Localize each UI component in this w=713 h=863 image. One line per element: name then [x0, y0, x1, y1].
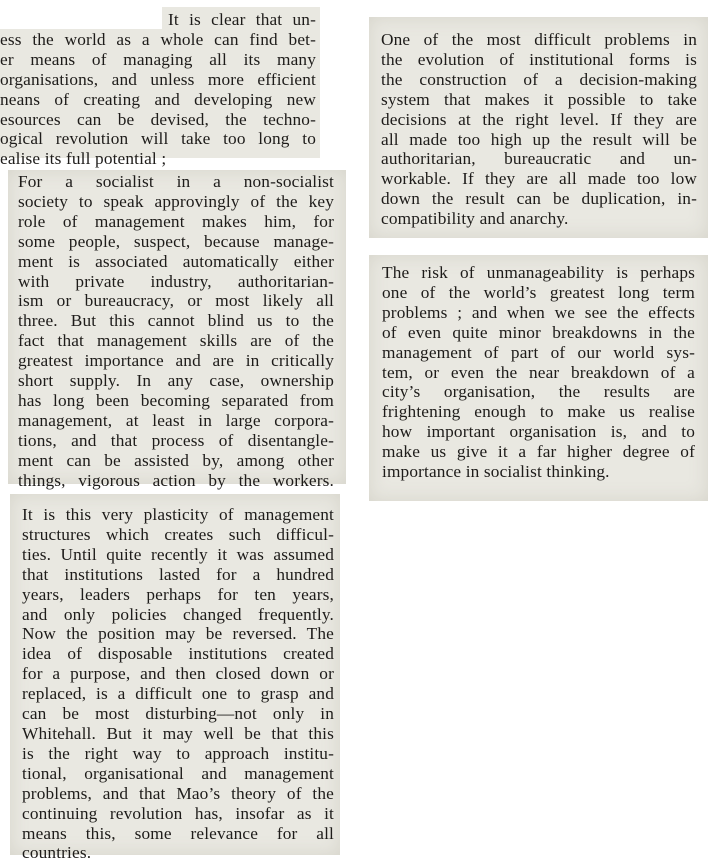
text-line: er means of managing all its many	[0, 49, 316, 69]
text-line: management of part of our world sys-	[382, 342, 695, 362]
text-line: one of the world’s greatest long term	[382, 282, 695, 302]
text-line: frightening enough to make us realise	[382, 402, 695, 422]
text-line: has long been becoming separated from	[18, 390, 334, 410]
text-line: ment can be assisted by, among other	[18, 450, 334, 470]
text-line: continuing revolution has, insofar as it	[22, 803, 334, 823]
clipping-decision-making	[369, 17, 708, 238]
text-line: is the right way to approach institu-	[22, 743, 334, 763]
clipping-plasticity	[10, 494, 340, 863]
text-line: importance in socialist thinking.	[382, 462, 610, 482]
text-line: how important organisation is, and to	[382, 422, 695, 442]
text-line: structures which creates such difficul-	[22, 524, 334, 544]
text-line: esources can be devised, the techno-	[0, 109, 316, 129]
text-line: for a purpose, and then closed down or	[22, 664, 334, 684]
text-line: idea of disposable institutions created	[22, 644, 334, 664]
text-line: can be most disturbing—not only in	[22, 704, 334, 724]
text-line: tem, or even the near breakdown of a	[382, 362, 695, 382]
text-line: ealise its full potential ;	[0, 149, 167, 169]
clipping-text	[381, 30, 697, 229]
text-line: all made too high up the result will be	[381, 129, 697, 149]
text-line: the construction of a decision-making	[381, 69, 697, 89]
text-line: neans of creating and developing new	[0, 89, 316, 109]
text-line: role of management makes him, for	[18, 211, 334, 231]
text-line: three. But this cannot blind us to the	[18, 311, 334, 331]
text-line: that institutions lasted for a hundred	[22, 564, 334, 584]
text-line: It is clear that un-	[168, 10, 316, 29]
clipping-text	[22, 505, 334, 863]
clipping-socialist-management	[8, 170, 346, 490]
text-line: The risk of unmanageability is perhaps	[382, 263, 695, 282]
text-line: system that makes it possible to take	[381, 89, 697, 109]
text-line: compatibility and anarchy.	[381, 209, 569, 229]
text-line: make us give it a far higher degree of	[382, 442, 695, 462]
text-line: countries.	[22, 843, 92, 863]
text-line: ess the world as a whole can find bet-	[0, 29, 316, 49]
clipping-unmanageability	[369, 255, 708, 501]
text-line: city’s organisation, the results are	[382, 382, 695, 402]
text-line: Whitehall. But it may well be that this	[22, 723, 334, 743]
text-line: workable. If they are all made too low	[381, 169, 697, 189]
text-line: with private industry, authoritarian-	[18, 271, 334, 291]
text-line: the evolution of institutional forms is	[381, 49, 697, 69]
text-line: greatest importance and are in critically	[18, 351, 334, 371]
text-line: short supply. In any case, ownership	[18, 371, 334, 391]
clipping-text	[382, 263, 695, 482]
text-line: problems ; and when we see the effects	[382, 302, 695, 322]
text-line: ism or bureaucracy, or most likely all	[18, 291, 334, 311]
text-line: One of the most difficult problems in	[381, 30, 697, 49]
text-line: ogical revolution will take too long to	[0, 129, 316, 149]
text-line: It is this very plasticity of management	[22, 505, 334, 524]
text-line: society to speak approvingly of the key	[18, 191, 334, 211]
clipping-text	[0, 10, 316, 169]
text-line: management, at least in large corpora-	[18, 410, 334, 430]
text-line: means this, some relevance for all	[22, 823, 334, 843]
text-line: Now the position may be reversed. The	[22, 624, 334, 644]
text-line: down the result can be duplication, in-	[381, 189, 697, 209]
text-line: things, vigorous action by the workers.	[18, 470, 334, 490]
text-line: authoritarian, bureaucratic and un-	[381, 149, 697, 169]
text-line: tions, and that process of disentangle-	[18, 430, 334, 450]
text-line: of even quite minor breakdowns in the	[382, 322, 695, 342]
text-line: organisations, and unless more efficient	[0, 69, 316, 89]
text-line: some people, suspect, because manage-	[18, 231, 334, 251]
text-line: ties. Until quite recently it was assumed	[22, 544, 334, 564]
text-line: years, leaders perhaps for ten years,	[22, 584, 334, 604]
text-line: ment is associated automatically either	[18, 251, 334, 271]
text-line: problems, and that Mao’s theory of the	[22, 783, 334, 803]
text-line: For a socialist in a non-socialist	[18, 172, 334, 191]
clipping-text	[18, 172, 334, 491]
text-line: and only policies changed frequently.	[22, 604, 334, 624]
text-line: replaced, is a difficult one to grasp and	[22, 684, 334, 704]
clipping-unless-the-world	[0, 7, 320, 169]
text-line: fact that management skills are of the	[18, 331, 334, 351]
text-line: tional, organisational and management	[22, 763, 334, 783]
text-line: decisions at the right level. If they are	[381, 109, 697, 129]
